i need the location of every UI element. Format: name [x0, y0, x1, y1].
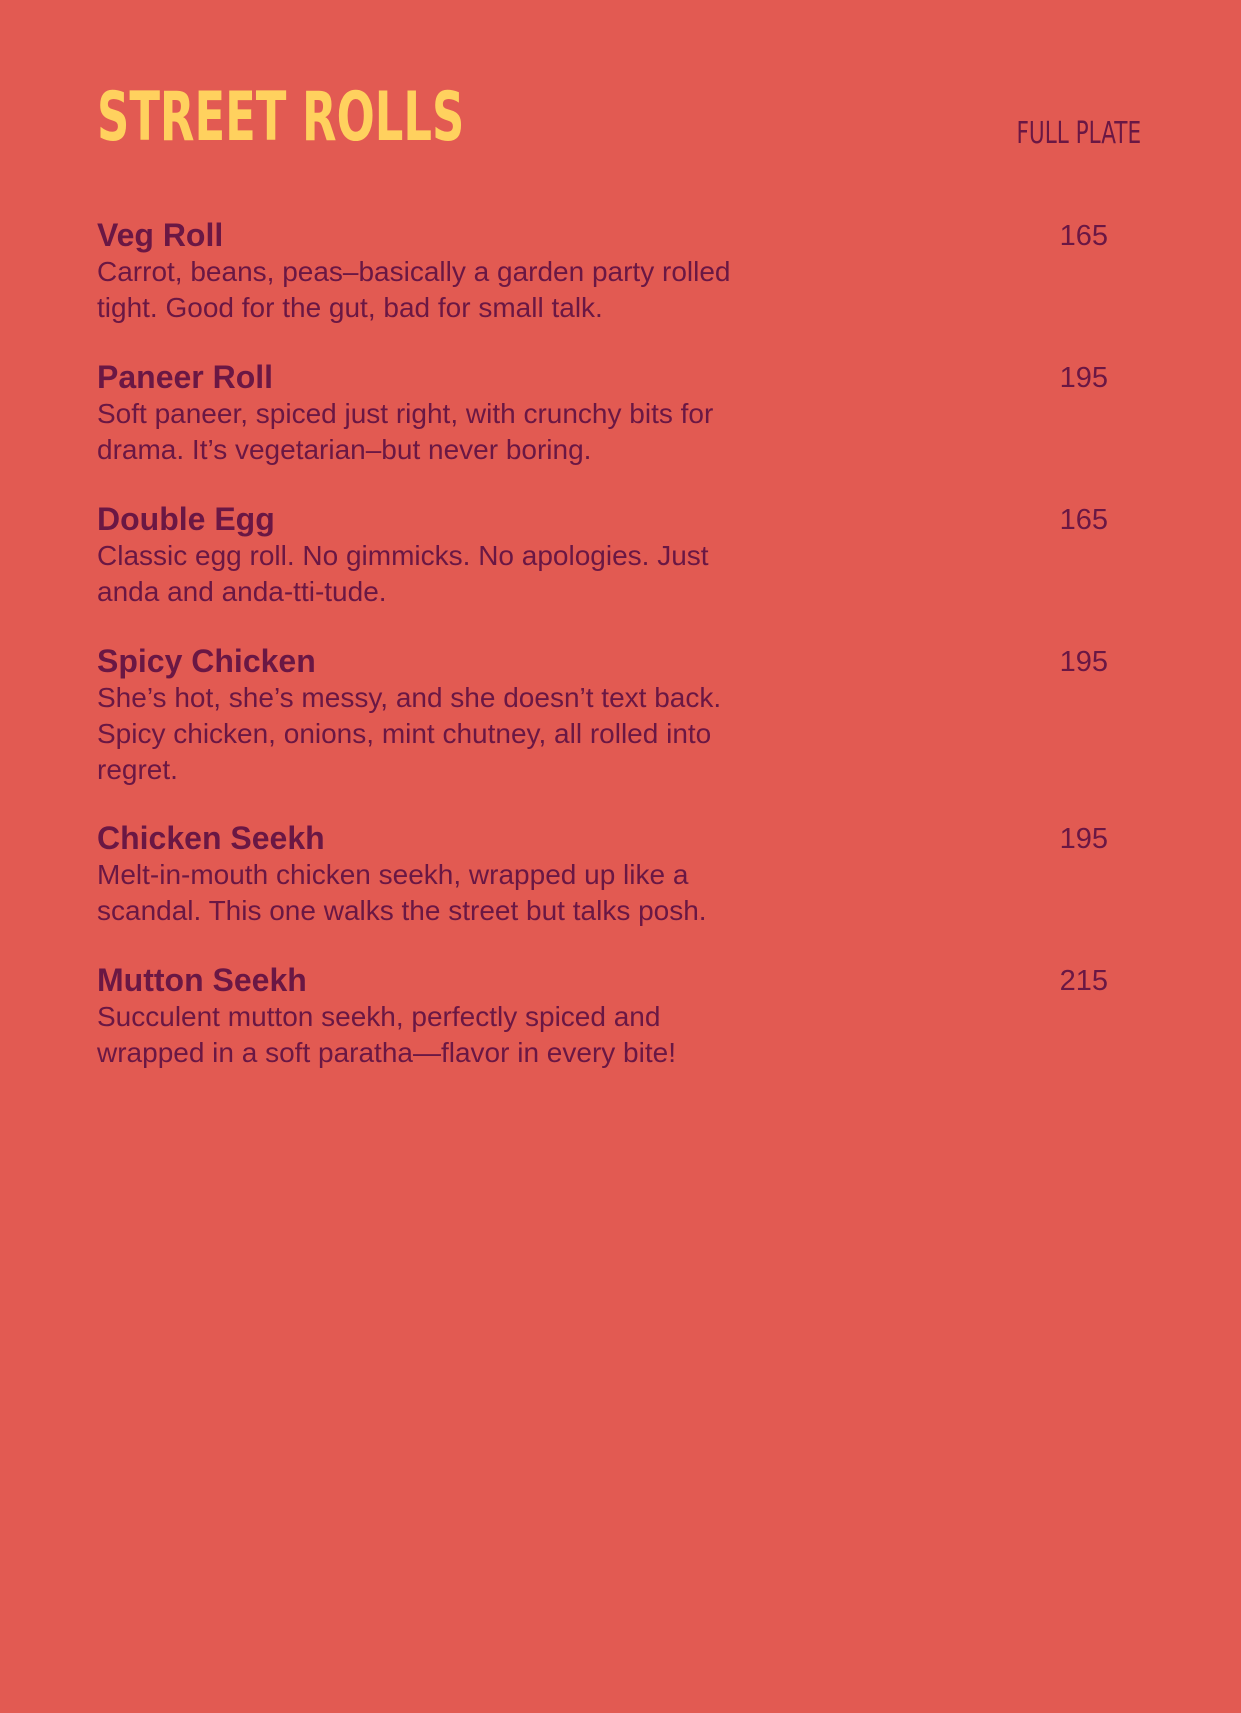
- item-description: Classic egg roll. No gimmicks. No apologies. Just anda and anda-tti-tude.: [97, 540, 709, 607]
- menu-item-double-egg: [97, 500, 1111, 610]
- price-column-header: FULL PLATE: [1016, 116, 1141, 151]
- item-description: Melt-in-mouth chicken seekh, wrapped up like a scandal. This one walks the street but talks posh.: [97, 859, 707, 926]
- menu-title: STREET ROLLS: [97, 78, 465, 157]
- item-description: Carrot, beans, peas–basically a garden party rolled tight. Good for the gut, bad for small talk.: [97, 256, 731, 323]
- item-description: Soft paneer, spiced just right, with crunchy bits for drama. It’s vegetarian–but never boring.: [97, 398, 714, 465]
- item-name: Mutton Seekh: [97, 962, 307, 998]
- item-name: Double Egg: [97, 501, 275, 537]
- menu-item-mutton-seekh: [97, 961, 1111, 1071]
- item-description: She’s hot, she’s messy, and she doesn’t text back. Spicy chicken, onions, mint chutney, all rolled into regret.: [97, 682, 722, 785]
- item-name: Paneer Roll: [97, 359, 274, 395]
- menu-item-chicken-seekh: [97, 819, 1111, 929]
- menu-item-veg-roll: [97, 216, 1111, 326]
- item-name: Veg Roll: [97, 217, 224, 253]
- item-name: Chicken Seekh: [97, 820, 325, 856]
- item-price: 195: [1059, 823, 1108, 855]
- item-price: 195: [1059, 646, 1108, 678]
- menu-item-paneer-roll: [97, 358, 1111, 468]
- item-description: Succulent mutton seekh, perfectly spiced and wrapped in a soft paratha—flavor in every bite!: [97, 1001, 676, 1068]
- item-price: 215: [1059, 965, 1108, 997]
- item-price: 195: [1059, 362, 1108, 394]
- menu-item-spicy-chicken: [97, 642, 1111, 788]
- item-price: 165: [1059, 220, 1108, 252]
- item-price: 165: [1059, 504, 1108, 536]
- item-name: Spicy Chicken: [97, 643, 316, 679]
